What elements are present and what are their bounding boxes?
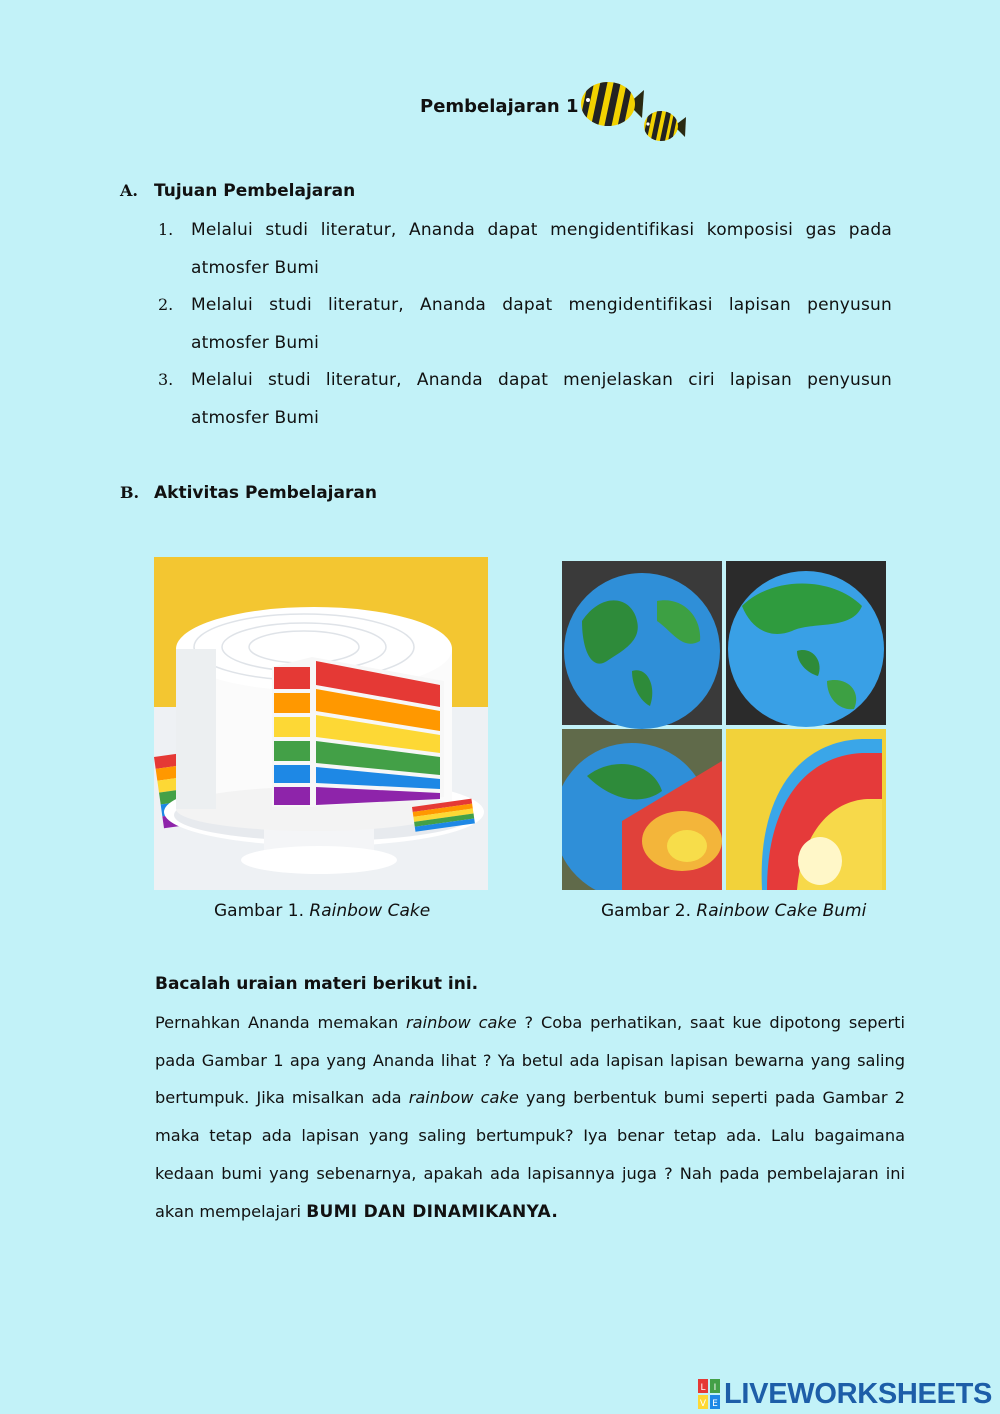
paragraph-text: Pernahkan Ananda memakan: [155, 1013, 407, 1032]
objective-text: Melalui studi literatur, Ananda dapat mengidentifikasi lapisan penyusun atmosfer Bumi: [191, 295, 892, 353]
fish-icon: [578, 76, 644, 132]
objective-number: 1.: [158, 220, 174, 239]
liveworksheets-logo[interactable]: [698, 1374, 992, 1414]
page-title: Pembelajaran 1: [420, 96, 579, 117]
paragraph-text: yang berbentuk bumi seperti pada Gambar 2 maka tetap ada lapisan yang saling bertumpuk? Iya benar tetap ada. Lalu bagaimana kedaan bumi yang sebenarnya, apakah ada lapisannya juga ? Nah pada pembelajaran ini akan mempelajari: [155, 1088, 905, 1221]
reading-heading: Bacalah uraian materi berikut ini.: [155, 974, 479, 994]
paragraph-text: ? Coba perhatikan, saat kue dipotong seperti pada Gambar 1 apa yang Ananda lihat ? Ya betul ada lapisan lapisan bewarna yang saling bertumpuk. Jika misalkan ada: [155, 1013, 905, 1108]
paragraph-italic: rainbow cake: [406, 1013, 517, 1032]
figure-title: Rainbow Cake: [309, 901, 431, 921]
section-b-title: Aktivitas Pembelajaran: [154, 483, 377, 503]
figure-title: Rainbow Cake Bumi: [696, 901, 867, 921]
rainbow-cake-image: [154, 557, 488, 890]
objective-item: [158, 361, 892, 437]
figure-label: Gambar 1.: [214, 901, 304, 921]
paragraph-italic: rainbow cake: [408, 1088, 519, 1108]
logo-letter: L: [700, 1383, 706, 1393]
section-b-heading: [120, 483, 377, 503]
figure-caption-1: [214, 901, 430, 921]
figure-caption-2: [601, 901, 866, 921]
objective-number: 3.: [158, 370, 174, 389]
objective-item: [158, 286, 892, 362]
logo-letter: V: [699, 1399, 707, 1409]
logo-letter: I: [713, 1383, 717, 1393]
figure-label: Gambar 2.: [601, 901, 691, 921]
fish-icon: [642, 107, 686, 145]
objective-item: [158, 211, 892, 287]
reading-paragraph: [155, 1004, 905, 1231]
objective-text: Melalui studi literatur, Ananda dapat menjelaskan ciri lapisan penyusun atmosfer Bumi: [191, 370, 892, 428]
logo-letter: E: [712, 1399, 718, 1409]
section-a-letter: A.: [120, 181, 138, 200]
title-row: [0, 92, 1000, 162]
objective-text: Melalui studi literatur, Ananda dapat mengidentifikasi komposisi gas pada atmosfer Bumi: [191, 220, 892, 278]
section-a-title: Tujuan Pembelajaran: [154, 181, 356, 201]
section-a-heading: [120, 181, 355, 201]
objective-number: 2.: [158, 295, 174, 314]
liveworksheets-logo-icon: [698, 1379, 720, 1409]
brand-name: LIVEWORKSHEETS: [724, 1377, 993, 1410]
paragraph-emphasis: BUMI DAN DINAMIKANYA.: [306, 1201, 559, 1222]
earth-cake-image: [562, 561, 886, 890]
section-b-letter: B.: [120, 483, 140, 502]
